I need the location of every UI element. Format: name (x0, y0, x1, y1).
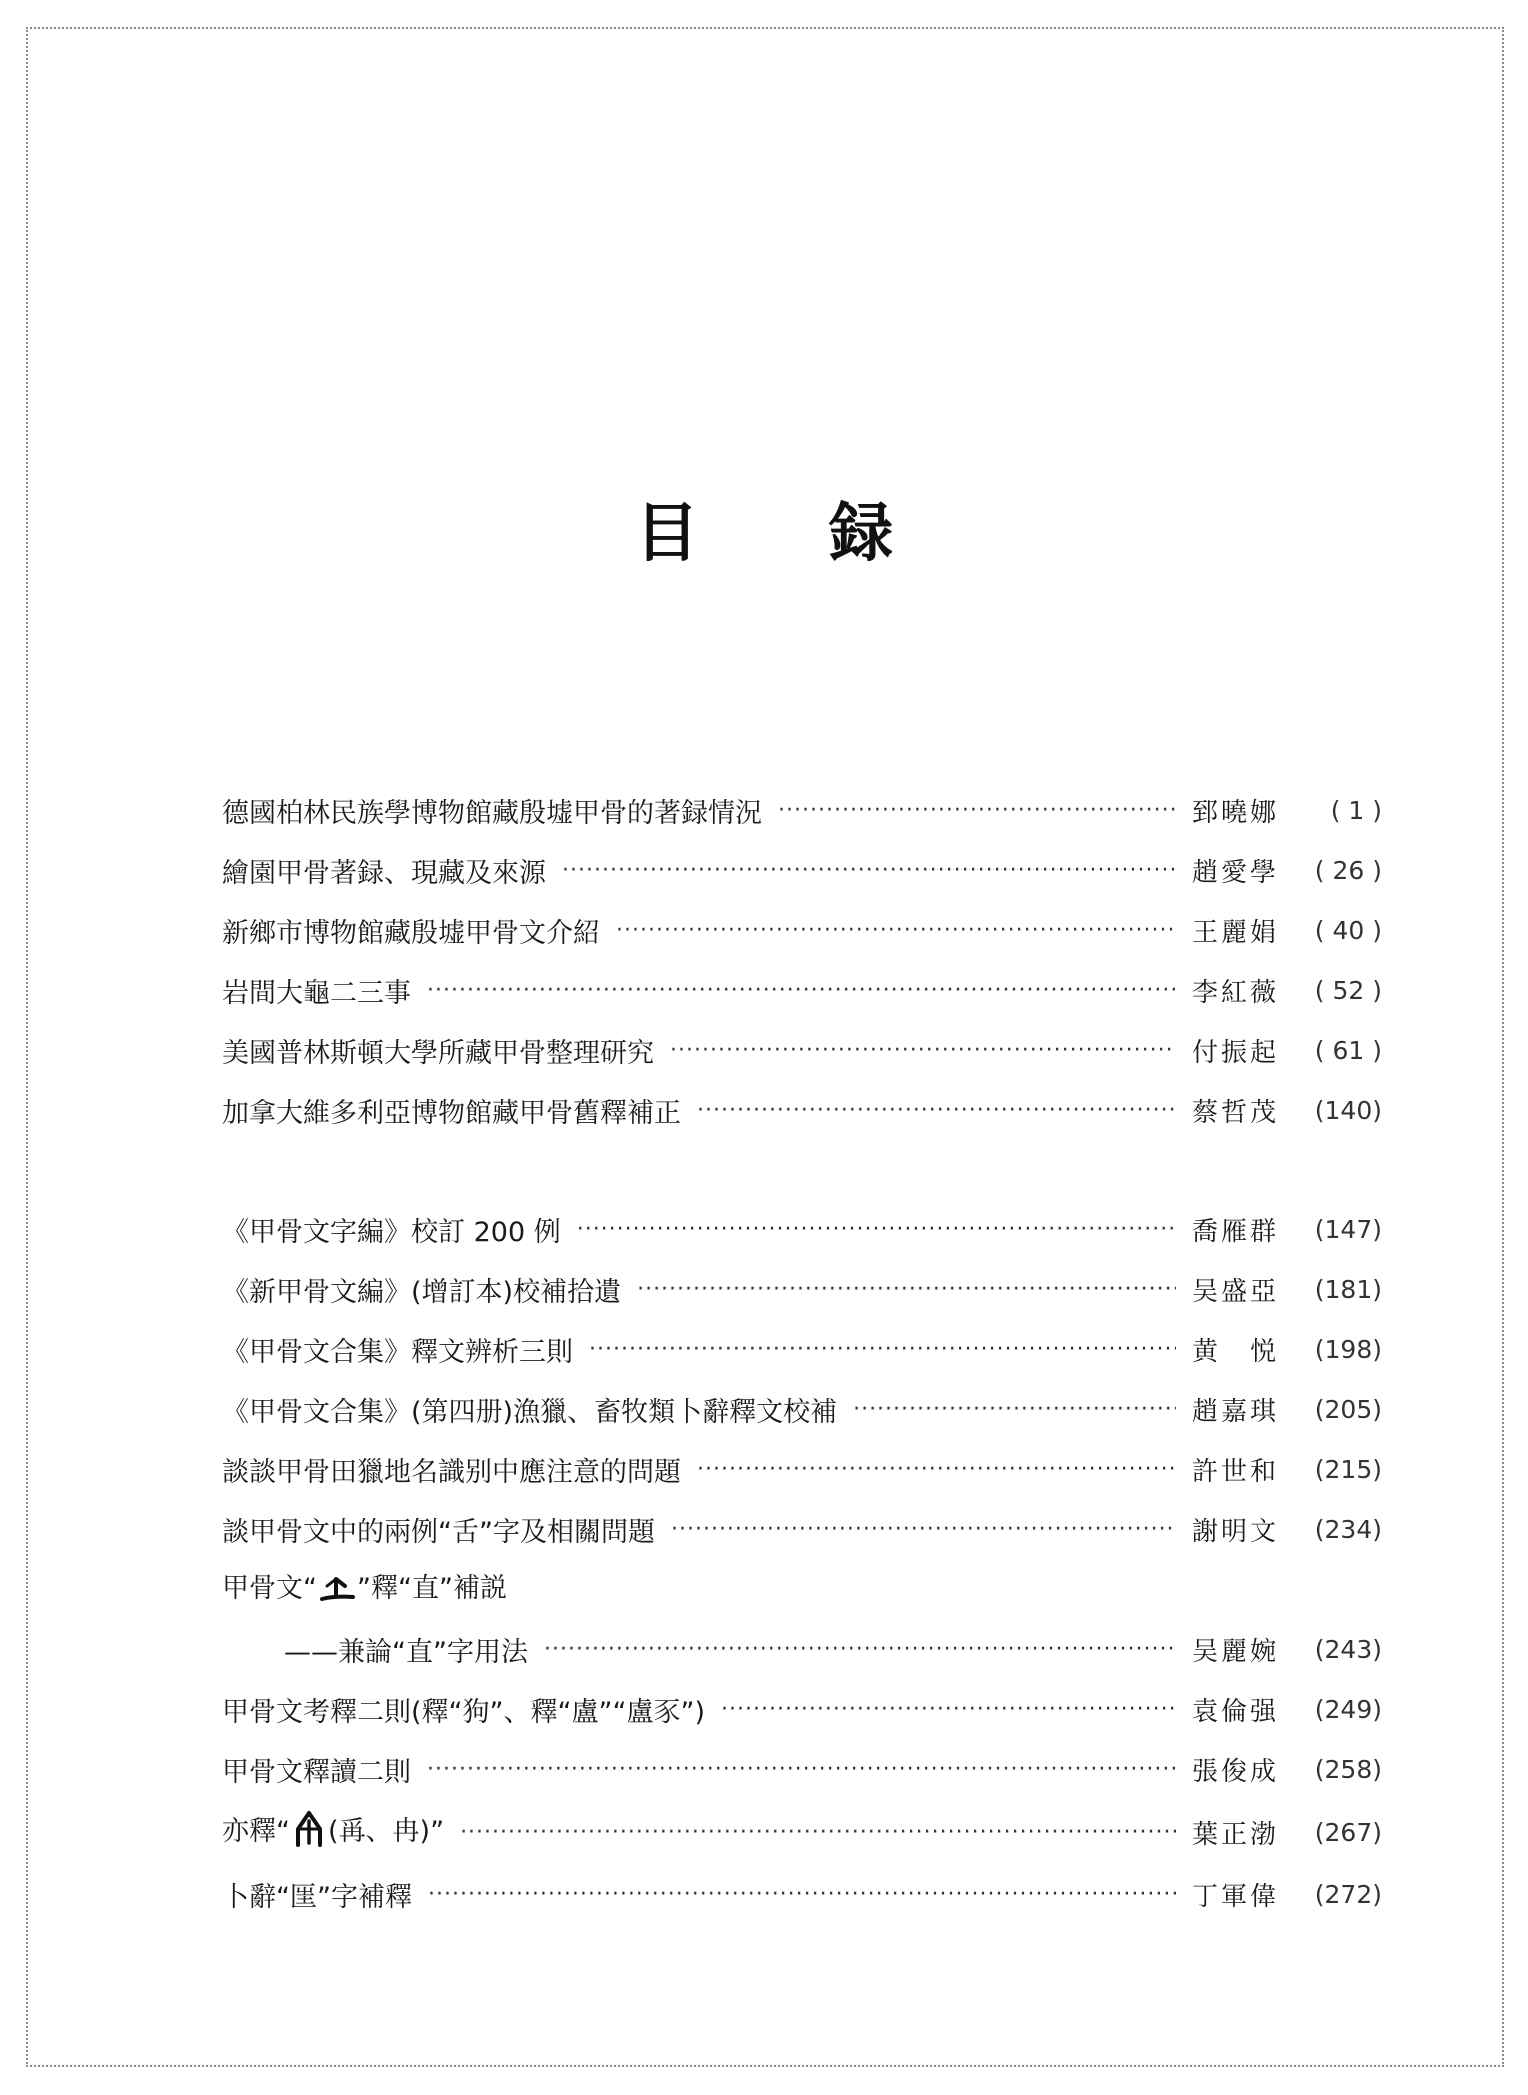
entry-title: 繪園甲骨著録、現藏及來源 (222, 857, 546, 889)
toc-entry[interactable] (222, 1387, 1382, 1431)
page-title (0, 482, 1528, 574)
oracle-bone-glyph-icon (317, 1566, 357, 1613)
entry-author: 郅曉娜 (1192, 797, 1280, 828)
entry-title (222, 1809, 444, 1856)
entry-page: (249) (1314, 1694, 1382, 1724)
toc-entry[interactable] (222, 1507, 1382, 1551)
entry-page: ( 52 ) (1314, 975, 1382, 1005)
entry-title: 卜辭“匩”字補釋 (222, 1881, 412, 1913)
toc-entry[interactable] (222, 1327, 1382, 1371)
toc-entry[interactable] (222, 968, 1382, 1012)
leader-dots (853, 1397, 1176, 1422)
toc-entry[interactable] (222, 908, 1382, 952)
leader-dots (427, 1757, 1176, 1782)
entry-page: (215) (1314, 1454, 1382, 1484)
entry-title: 《新甲骨文編》(增訂本)校補拾遺 (222, 1276, 622, 1308)
leader-dots (460, 1820, 1176, 1845)
entry-page: (243) (1314, 1634, 1382, 1664)
toc-entry[interactable] (222, 1810, 1382, 1854)
leader-dots (544, 1637, 1176, 1662)
entry-title: 加拿大維多利亞博物館藏甲骨舊釋補正 (222, 1097, 681, 1129)
leader-dots (671, 1517, 1176, 1542)
entry-author: 趙愛學 (1192, 857, 1280, 888)
entry-page: ( 1 ) (1330, 795, 1382, 825)
entry-page: (258) (1314, 1754, 1382, 1784)
toc-entry[interactable] (222, 1747, 1382, 1791)
toc-entry[interactable] (222, 788, 1382, 832)
leader-dots (778, 798, 1176, 823)
toc-entry[interactable] (222, 1207, 1382, 1251)
entry-author: 蔡哲茂 (1192, 1097, 1280, 1128)
entry-author: 丁軍偉 (1192, 1881, 1280, 1912)
leader-dots (670, 1038, 1176, 1063)
entry-page: (234) (1314, 1514, 1382, 1544)
entry-author: 喬雁群 (1192, 1216, 1280, 1247)
entry-title: 德國柏林民族學博物館藏殷墟甲骨的著録情況 (222, 797, 762, 829)
toc-entry[interactable] (222, 1088, 1382, 1132)
entry-author: 謝明文 (1192, 1516, 1280, 1547)
entry-title: 《甲骨文合集》釋文辨析三則 (222, 1336, 573, 1368)
entry-author: 付振起 (1192, 1037, 1280, 1068)
entry-title-suffix: ”釋“直”補説 (357, 1572, 507, 1604)
entry-author: 葉正渤 (1192, 1819, 1280, 1850)
entry-author: 吴麗婉 (1192, 1636, 1280, 1667)
entry-title: 岩間大龜二三事 (222, 977, 411, 1009)
title-char-1: 目 (635, 496, 699, 571)
toc-entry[interactable] (222, 1447, 1382, 1491)
toc-entry-subtitle[interactable] (222, 1627, 1382, 1671)
entry-author: 李紅薇 (1192, 977, 1280, 1008)
entry-title: 甲骨文考釋二則(釋“狗”、釋“盧”“盧豕”) (222, 1696, 705, 1728)
entry-title (222, 1566, 507, 1613)
entry-title-prefix: 亦釋“ (222, 1815, 290, 1847)
entry-author: 吴盛亞 (1192, 1276, 1280, 1307)
entry-title-prefix: 甲骨文“ (222, 1572, 317, 1604)
entry-title: 談甲骨文中的兩例“舌”字及相關問題 (222, 1516, 655, 1548)
entry-author: 黄 悦 (1192, 1336, 1280, 1367)
entry-author: 許世和 (1192, 1456, 1280, 1487)
leader-dots (697, 1098, 1176, 1123)
entry-page: ( 40 ) (1314, 915, 1382, 945)
entry-page: ( 26 ) (1314, 855, 1382, 885)
toc-entry[interactable] (222, 1872, 1382, 1916)
entry-title: 新鄉市博物館藏殷墟甲骨文介紹 (222, 917, 600, 949)
oracle-bone-glyph-icon (290, 1809, 328, 1856)
leader-dots (616, 918, 1176, 943)
entry-page: (181) (1314, 1274, 1382, 1304)
entry-page: (267) (1314, 1817, 1382, 1847)
entry-title: 《甲骨文字編》校訂 200 例 (222, 1216, 561, 1248)
leader-dots (721, 1697, 1176, 1722)
leader-dots (577, 1217, 1176, 1242)
entry-title-suffix: (爯、冉)” (328, 1815, 445, 1847)
entry-title: 甲骨文釋讀二則 (222, 1756, 411, 1788)
entry-subtitle: ——兼論“直”字用法 (284, 1636, 528, 1668)
entry-title: 美國普林斯頓大學所藏甲骨整理研究 (222, 1037, 654, 1069)
entry-title: 談談甲骨田獵地名識别中應注意的問題 (222, 1456, 681, 1488)
toc-entry[interactable] (222, 1567, 1382, 1611)
toc-entry[interactable] (222, 848, 1382, 892)
leader-dots (562, 858, 1176, 883)
leader-dots (697, 1457, 1176, 1482)
entry-title: 《甲骨文合集》(第四册)漁獵、畜牧類卜辭釋文校補 (222, 1396, 838, 1428)
entry-author: 張俊成 (1192, 1756, 1280, 1787)
toc-entry[interactable] (222, 1687, 1382, 1731)
leader-dots (637, 1277, 1176, 1302)
entry-page: (198) (1314, 1334, 1382, 1364)
title-char-2: 録 (829, 496, 893, 571)
entry-page: ( 61 ) (1314, 1035, 1382, 1065)
entry-page: (147) (1314, 1214, 1382, 1244)
entry-page: (205) (1314, 1394, 1382, 1424)
toc-entry[interactable] (222, 1028, 1382, 1072)
toc-entry[interactable] (222, 1267, 1382, 1311)
leader-dots (589, 1337, 1176, 1362)
entry-author: 王麗娟 (1192, 917, 1280, 948)
entry-author: 趙嘉琪 (1192, 1396, 1280, 1427)
leader-dots (427, 978, 1176, 1003)
entry-page: (140) (1314, 1095, 1382, 1125)
entry-author: 袁倫强 (1192, 1696, 1280, 1727)
entry-page: (272) (1314, 1879, 1382, 1909)
leader-dots (428, 1882, 1176, 1907)
